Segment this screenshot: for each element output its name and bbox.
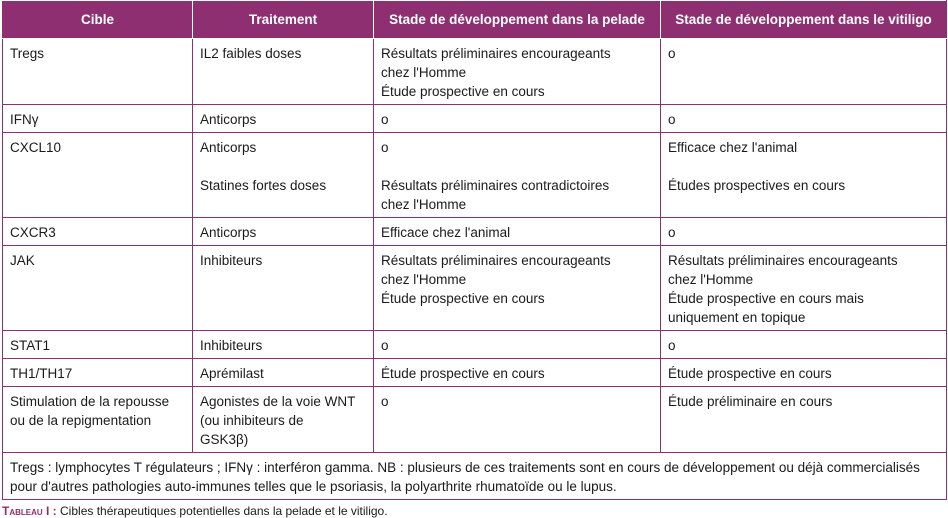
cell-line: Anticorps xyxy=(200,112,257,127)
cell-pelade xyxy=(374,387,661,453)
cell-vitiligo xyxy=(661,39,947,105)
cell-traitement xyxy=(193,331,374,359)
cell-line: Étude prospective en cours xyxy=(668,366,832,381)
cell-vitiligo xyxy=(661,246,947,331)
cell-pelade xyxy=(374,359,661,387)
cell-line: Résultats préliminaires encourageants xyxy=(381,253,611,268)
cell-line: Inhibiteurs xyxy=(200,253,263,268)
cell-pelade xyxy=(374,246,661,331)
cell-vitiligo xyxy=(661,331,947,359)
cell-line: o xyxy=(668,46,676,61)
cell-line: Résultats préliminaires encourageants xyxy=(668,253,898,268)
header-cible: Cible xyxy=(3,1,193,39)
table-row xyxy=(3,387,947,453)
table-row xyxy=(3,359,947,387)
cell-vitiligo xyxy=(661,105,947,133)
cell-vitiligo xyxy=(661,387,947,453)
cell-line: o xyxy=(381,394,389,409)
cell-cible: CXCR3 xyxy=(3,218,193,246)
cell-line: chez l'Homme xyxy=(668,272,754,287)
table-row xyxy=(3,331,947,359)
cell-line: Efficace chez l'animal xyxy=(381,225,511,240)
header-vitiligo: Stade de développement dans le vitiligo xyxy=(661,1,947,39)
cell-line: Agonistes de la voie WNT xyxy=(200,394,356,409)
cell-cible: IFNγ xyxy=(3,105,193,133)
cell-traitement xyxy=(193,39,374,105)
cell-line: chez l'Homme xyxy=(381,197,467,212)
cell-cible: STAT1 xyxy=(3,331,193,359)
cell-vitiligo xyxy=(661,359,947,387)
cell-line: chez l'Homme xyxy=(381,65,467,80)
cell-traitement xyxy=(193,105,374,133)
cell-traitement xyxy=(193,133,374,218)
cell-line xyxy=(668,157,939,176)
cell-vitiligo xyxy=(661,133,947,218)
table-row xyxy=(3,133,947,218)
header-traitement: Traitement xyxy=(193,1,374,39)
cell-line: uniquement en topique xyxy=(668,310,806,325)
header-pelade: Stade de développement dans la pelade xyxy=(374,1,661,39)
cell-line: Anticorps xyxy=(200,225,257,240)
cell-pelade xyxy=(374,331,661,359)
cell-line: Étude prospective en cours xyxy=(381,84,545,99)
cell-line: Étude prospective en cours xyxy=(381,366,545,381)
caption-label: Tableau I : xyxy=(2,504,57,518)
cell-line: Étude préliminaire en cours xyxy=(668,394,833,409)
cell-line: Statines fortes doses xyxy=(200,178,327,193)
cell-traitement xyxy=(193,387,374,453)
cell-vitiligo xyxy=(661,218,947,246)
cell-line: Étude prospective en cours xyxy=(381,291,545,306)
cell-cible: Tregs xyxy=(3,39,193,105)
cell-traitement xyxy=(193,246,374,331)
cell-pelade xyxy=(374,218,661,246)
cell-line xyxy=(200,157,366,176)
cell-cible: Stimulation de la repousse ou de la repigmentation xyxy=(3,387,193,453)
cell-line: Efficace chez l'animal xyxy=(668,140,798,155)
cell-cible: TH1/TH17 xyxy=(3,359,193,387)
cell-line: IL2 faibles doses xyxy=(200,46,302,61)
table-body xyxy=(3,39,947,453)
caption-text: Cibles thérapeutiques potentielles dans la pelade et le vitiligo. xyxy=(60,504,388,518)
table-header xyxy=(3,1,947,39)
cell-pelade xyxy=(374,105,661,133)
cell-line: chez l'Homme xyxy=(381,272,467,287)
cell-line: o xyxy=(668,338,676,353)
table-footnote: Tregs : lymphocytes T régulateurs ; IFNγ : interféron gamma. NB : plusieurs de ces traitements sont en cours de développement ou déjà commercialisés pour d'autres pathologies auto-immunes telles que le psoriasis, la polyarthrite rhumatoïde ou le lupus. xyxy=(3,453,947,500)
cell-line: o xyxy=(381,338,389,353)
cell-line: Résultats préliminaires contradictoires xyxy=(381,178,610,193)
cell-line: o xyxy=(381,140,389,155)
therapeutic-targets-table xyxy=(2,0,947,500)
cell-line: GSK3β) xyxy=(200,432,249,447)
cell-cible: JAK xyxy=(3,246,193,331)
cell-line: Inhibiteurs xyxy=(200,338,263,353)
table-row xyxy=(3,105,947,133)
cell-line: Anticorps xyxy=(200,140,257,155)
cell-pelade xyxy=(374,133,661,218)
cell-traitement xyxy=(193,359,374,387)
cell-line: Études prospectives en cours xyxy=(668,178,846,193)
cell-line: o xyxy=(668,112,676,127)
table-row xyxy=(3,39,947,105)
cell-line: o xyxy=(668,225,676,240)
cell-pelade xyxy=(374,39,661,105)
cell-line: (ou inhibiteurs de xyxy=(200,413,304,428)
table-row xyxy=(3,218,947,246)
cell-cible: CXCL10 xyxy=(3,133,193,218)
cell-traitement xyxy=(193,218,374,246)
cell-line: Étude prospective en cours mais xyxy=(668,291,864,306)
cell-line xyxy=(381,157,653,176)
cell-line: Aprémilast xyxy=(200,366,264,381)
cell-line: o xyxy=(381,112,389,127)
table-row xyxy=(3,246,947,331)
table-footnote-row xyxy=(3,453,947,500)
cell-line: Résultats préliminaires encourageants xyxy=(381,46,611,61)
